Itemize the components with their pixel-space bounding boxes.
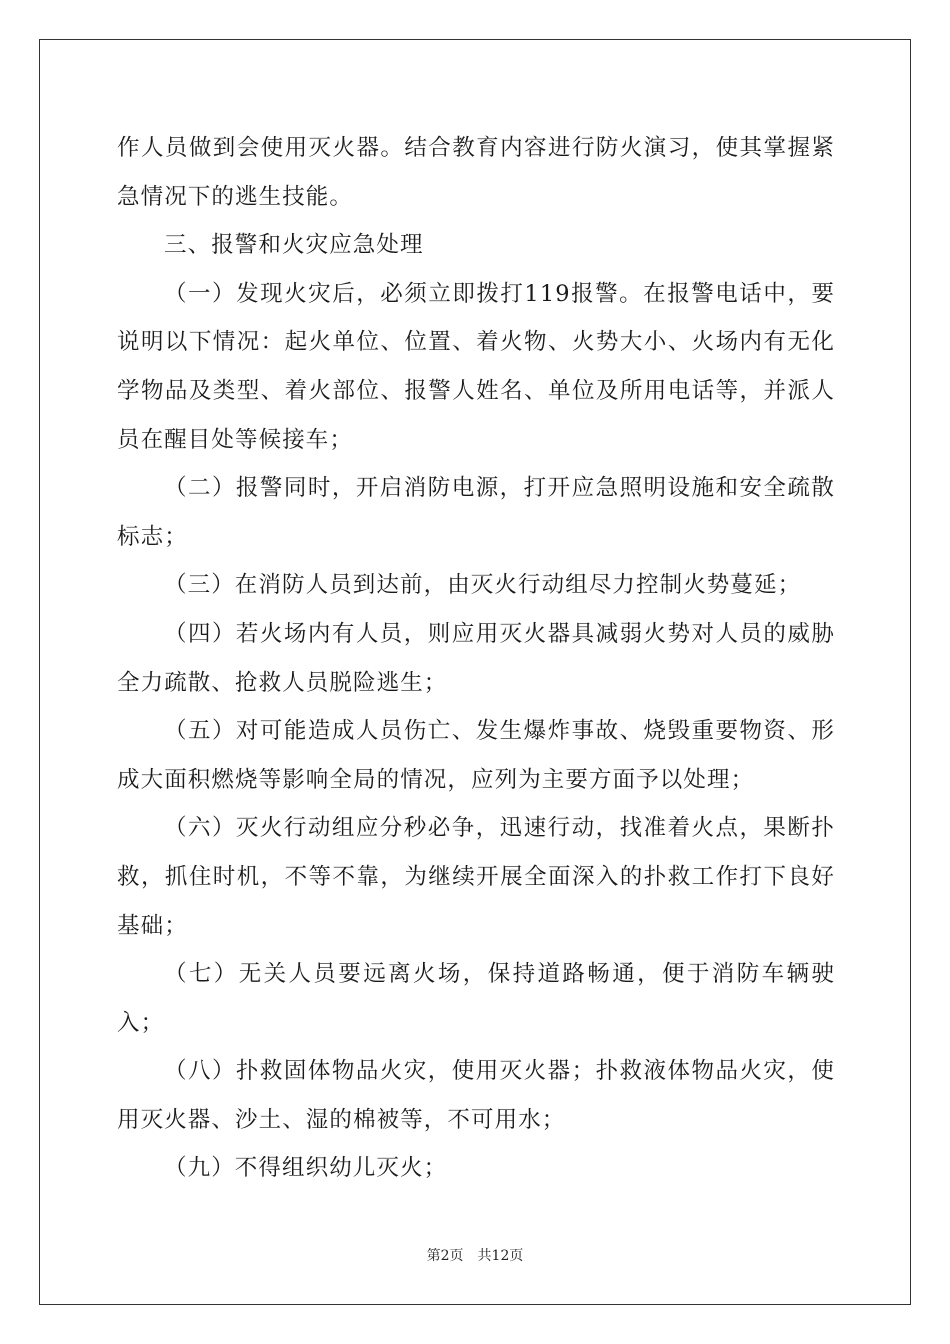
document-body xyxy=(117,124,835,1193)
paragraph-item-9: （九）不得组织幼儿灭火； xyxy=(164,1155,448,1182)
paragraph-1: 作人员做到会使用灭火器。结合教育内容进行防火演习，使其掌握紧急情况下的逃生技能。 xyxy=(117,135,835,210)
paragraph-item-2: （二）报警同时，开启消防电源，打开应急照明设施和安全疏散标志； xyxy=(117,475,835,550)
paragraph-item-6: （六）灭火行动组应分秒必争，迅速行动，找准着火点，果断扑救，抓住时机，不等不靠，为继续开展全面深入的扑救工作打下良好基础； xyxy=(117,815,835,939)
page-total: 共12页 xyxy=(477,1248,524,1264)
paragraph-item-1: （一）发现火灾后，必须立即拨打119报警。在报警电话中，要说明以下情况：起火单位、位置、着火物、火势大小、火场内有无化学物品及类型、着火部位、报警人姓名、单位及所用电话等，并派人员在醒目处等候接车； xyxy=(117,280,835,453)
paragraph-item-8: （八）扑救固体物品火灾，使用灭火器；扑救液体物品火灾，使用灭火器、沙土、湿的棉被等，不可用水； xyxy=(117,1058,835,1133)
section-heading: 三、报警和火灾应急处理 xyxy=(164,232,424,259)
page-number: 第2页 xyxy=(426,1248,464,1264)
paragraph-item-5: （五）对可能造成人员伤亡、发生爆炸事故、烧毁重要物资、形成大面积燃烧等影响全局的情况，应列为主要方面予以处理； xyxy=(117,718,835,793)
paragraph-item-4: （四）若火场内有人员，则应用灭火器具减弱火势对人员的威胁全力疏散、抢救人员脱险逃生； xyxy=(117,620,835,696)
paragraph-item-3: （三）在消防人员到达前，由灭火行动组尽力控制火势蔓延； xyxy=(164,572,802,599)
paragraph-item-7: （七）无关人员要远离火场，保持道路畅通，便于消防车辆驶入； xyxy=(117,961,835,1036)
page-footer xyxy=(0,1245,950,1265)
